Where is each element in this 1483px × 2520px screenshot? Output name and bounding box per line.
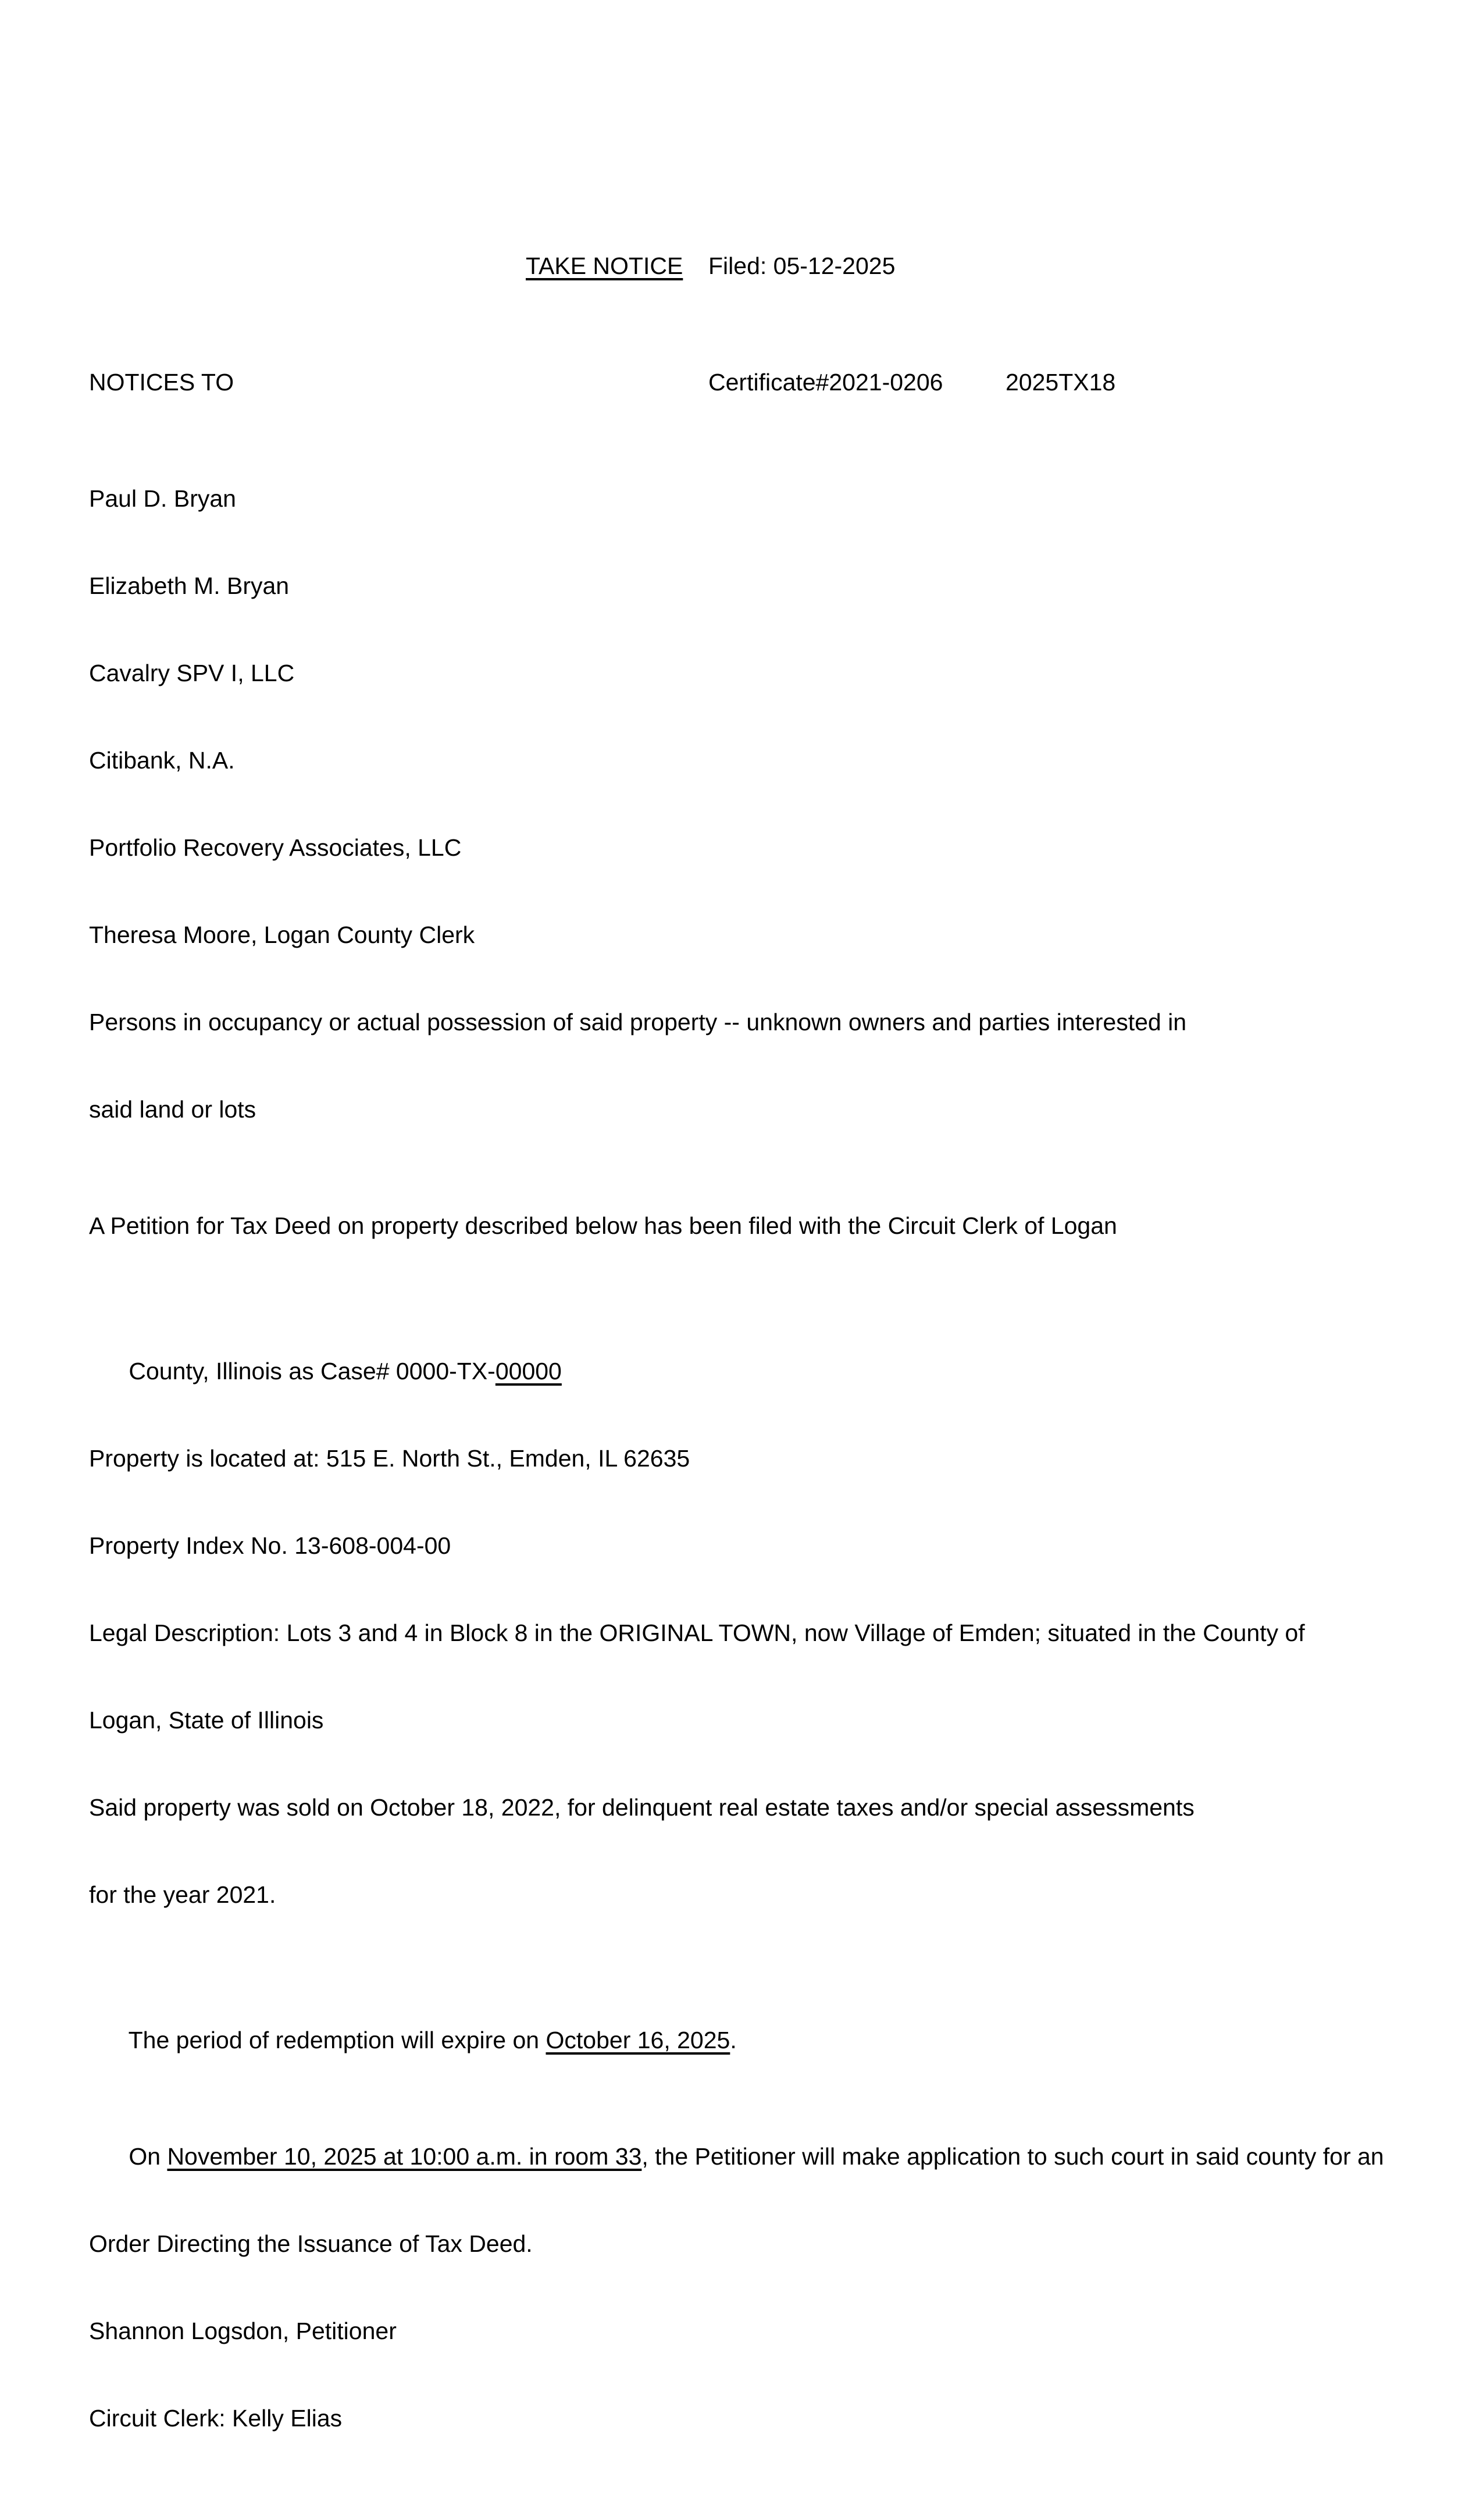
addressee-line: Paul D. Bryan — [89, 485, 236, 512]
sale-line-1: Said property was sold on October 18, 2022, for delinquent real estate taxes and/or special assessments — [89, 1794, 1195, 1821]
hearing-rest: , the Petitioner will make application to such court in said county for an — [641, 2143, 1384, 2170]
sale-line-2: for the year 2021. — [89, 1881, 276, 1908]
legal-description-line-2: Logan, State of Illinois — [89, 1707, 324, 1734]
case-number-prefix: County, Illinois as Case# 0000-TX- — [129, 1358, 495, 1384]
hearing-datetime: November 10, 2025 at 10:00 a.m. in room 33 — [167, 2143, 642, 2170]
hearing-line-2: Order Directing the Issuance of Tax Deed. — [89, 2230, 533, 2257]
addressee-line: Citibank, N.A. — [89, 747, 235, 774]
filed-date: Filed: 05-12-2025 — [708, 252, 896, 279]
take-notice-title: TAKE NOTICE — [526, 252, 683, 279]
addressee-line: Cavalry SPV I, LLC — [89, 660, 295, 686]
petitioner-line: Shannon Logsdon, Petitioner — [89, 2318, 397, 2344]
addressee-line: Persons in occupancy or actual possession of said property -- unknown owners and parties interested in — [89, 1009, 1187, 1035]
redemption-line — [89, 1996, 1384, 2053]
hearing-prefix: On — [129, 2143, 167, 2170]
addressee-line: said land or lots — [89, 1096, 256, 1123]
header-line-2 — [89, 368, 1384, 397]
redemption-expiry-date: October 16, 2025 — [546, 2027, 730, 2053]
addressee-line: Portfolio Recovery Associates, LLC — [89, 834, 462, 861]
legal-description-line-1: Legal Description: Lots 3 and 4 in Block 8 in the ORIGINAL TOWN, now Village of Emden; situated in the County of — [89, 1620, 1305, 1646]
certificate-number: Certificate#2021-0206 — [708, 369, 943, 396]
addressee-line: Elizabeth M. Bryan — [89, 572, 290, 599]
case-number-blank: 00000 — [495, 1358, 562, 1384]
redemption-prefix: The period of redemption will expire on — [128, 2027, 546, 2053]
docket-number: 2025TX18 — [1006, 369, 1116, 396]
circuit-clerk-line: Circuit Clerk: Kelly Elias — [89, 2405, 343, 2432]
hearing-line-1 — [89, 2113, 1384, 2170]
notices-to-label: NOTICES TO — [89, 369, 234, 396]
redemption-suffix: . — [730, 2027, 737, 2053]
property-location-line: Property is located at: 515 E. North St., Emden, IL 62635 — [89, 1445, 690, 1472]
tax-deed-notice-document — [89, 164, 1384, 2520]
petition-line-1: A Petition for Tax Deed on property described below has been filed with the Circuit Clerk of Logan — [89, 1212, 1117, 1239]
property-index-line: Property Index No. 13-608-004-00 — [89, 1532, 451, 1559]
header-line-1 — [89, 251, 1384, 280]
petition-line-2 — [89, 1327, 1384, 1384]
addressee-line: Theresa Moore, Logan County Clerk — [89, 921, 475, 948]
